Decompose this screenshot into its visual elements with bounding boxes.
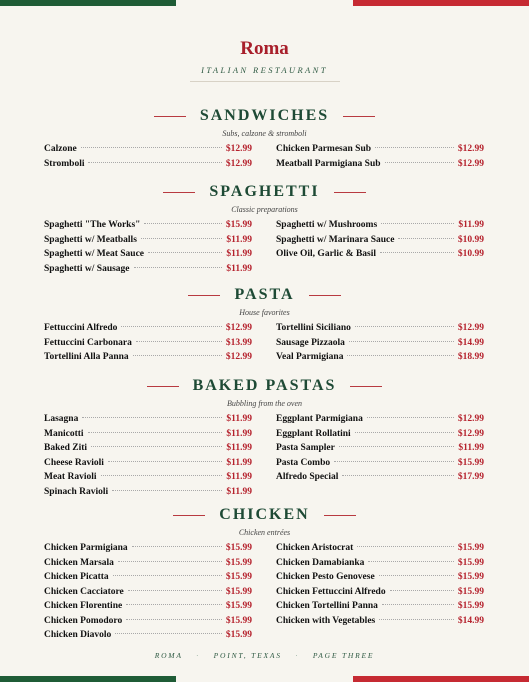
flag-red-band: [353, 676, 529, 682]
menu-item: [276, 614, 484, 629]
footer-separator: ·: [196, 651, 200, 660]
item-name: Fettuccini Alfredo: [44, 323, 118, 333]
leader-dots: [375, 147, 454, 148]
leader-dots: [101, 475, 223, 476]
menu-item: [44, 614, 252, 629]
item-name: Chicken Pesto Genovese: [276, 572, 375, 582]
menu-item: [44, 336, 252, 351]
menu-item: [44, 142, 252, 157]
item-name: Chicken Florentine: [44, 601, 123, 611]
section-rule-left: [147, 386, 179, 387]
leader-dots: [347, 355, 453, 356]
item-name: Tortellini Siciliano: [276, 323, 351, 333]
menu-item: [276, 218, 484, 233]
leader-dots: [134, 267, 223, 268]
menu-item: [44, 599, 252, 614]
left-column: [44, 142, 252, 171]
leader-dots: [128, 590, 222, 591]
section-rule-right: [350, 386, 382, 387]
menu-item: [44, 321, 252, 336]
item-price: $10.99: [457, 249, 484, 259]
flag-white-band: [176, 676, 352, 682]
item-name: Chicken Tortellini Panna: [276, 601, 378, 611]
left-column: [44, 541, 252, 643]
item-name: Spaghetti "The Works": [44, 220, 141, 230]
menu-item: [276, 142, 484, 157]
right-column: [276, 218, 484, 262]
item-price: $11.99: [226, 457, 252, 468]
item-price: $11.99: [226, 428, 252, 439]
menu-item: [276, 157, 484, 172]
leader-dots: [368, 561, 453, 562]
flag-green-band: [0, 0, 176, 6]
item-price: $15.99: [225, 630, 252, 640]
menu-item: [276, 470, 484, 485]
leader-dots: [334, 461, 454, 462]
menu-item: [276, 570, 484, 585]
menu-item: [44, 441, 252, 456]
leader-dots: [115, 633, 222, 634]
item-price: $15.99: [457, 543, 484, 553]
item-name: Baked Ziti: [44, 443, 88, 453]
leader-dots: [113, 575, 222, 576]
footer-separator: ·: [295, 651, 300, 660]
menu-item: [276, 441, 484, 456]
item-name: Meatball Parmigiana Sub: [276, 158, 381, 169]
menu-item: [44, 157, 252, 172]
section-title: SANDWICHES: [199, 107, 330, 124]
menu-item: [44, 556, 252, 571]
item-name: Chicken Damabianka: [276, 557, 365, 568]
item-name: Veal Parmigiana: [276, 352, 344, 362]
leader-dots: [126, 604, 222, 605]
item-price: $12.99: [225, 144, 252, 154]
menu-item: [44, 218, 252, 233]
section-rule-right: [343, 116, 375, 117]
item-name: Tortellini Alla Panna: [44, 352, 129, 362]
leader-dots: [148, 252, 222, 253]
section-spaghetti: [0, 182, 529, 274]
restaurant-title: Roma: [240, 38, 289, 59]
menu-item: [276, 350, 484, 365]
item-name: Spinach Ravioli: [44, 486, 109, 497]
item-price: $18.99: [457, 352, 484, 362]
leader-dots: [355, 326, 454, 327]
item-price: $11.99: [226, 249, 252, 259]
item-name: Spaghetti w/ Sausage: [44, 263, 130, 274]
section-subtitle: Chicken entrées: [238, 528, 291, 537]
item-name: Eggplant Rollatini: [276, 428, 351, 439]
flag-stripe-top: [0, 0, 529, 6]
menu-item: [276, 233, 484, 248]
item-price: $13.99: [225, 337, 252, 348]
section-rule-right: [324, 515, 356, 516]
item-name: Chicken Pomodoro: [44, 615, 123, 626]
section-rule-left: [163, 192, 195, 193]
item-price: $11.99: [226, 234, 252, 245]
section-rule-right: [309, 295, 341, 296]
leader-dots: [81, 147, 222, 148]
menu-item: [276, 541, 484, 556]
item-name: Eggplant Parmigiana: [276, 414, 363, 424]
item-price: $14.99: [457, 615, 484, 626]
menu-item: [44, 541, 252, 556]
section-subtitle: Bubbling from the oven: [226, 399, 303, 408]
item-price: $15.99: [225, 543, 252, 553]
menu-item: [44, 427, 252, 442]
section-rule-left: [173, 515, 205, 516]
leader-dots: [380, 252, 454, 253]
flag-red-band: [353, 0, 529, 6]
section-chicken: [0, 505, 529, 640]
leader-dots: [379, 575, 454, 576]
leader-dots: [355, 432, 454, 433]
leader-dots: [381, 223, 454, 224]
leader-dots: [342, 475, 454, 476]
leader-dots: [136, 341, 222, 342]
menu-item: [44, 412, 252, 427]
section-title: CHICKEN: [219, 506, 310, 523]
footer-page: PAGE THREE: [312, 651, 375, 660]
menu-item: [276, 556, 484, 571]
item-price: $15.99: [457, 601, 484, 611]
section-sandwiches: [0, 106, 529, 169]
item-name: Fettuccini Carbonara: [44, 337, 132, 348]
item-price: $11.99: [226, 443, 252, 453]
flag-white-band: [176, 0, 352, 6]
item-name: Chicken Aristocrat: [276, 543, 354, 553]
right-column: [276, 321, 484, 365]
leader-dots: [367, 417, 454, 418]
right-column: [276, 142, 484, 171]
leader-dots: [132, 546, 222, 547]
leader-dots: [141, 238, 223, 239]
item-price: $12.99: [225, 323, 252, 333]
item-name: Chicken Fettuccini Alfredo: [276, 586, 386, 597]
item-name: Manicotti: [44, 428, 84, 439]
item-name: Calzone: [44, 144, 77, 154]
menu-item: [276, 585, 484, 600]
menu-item: [276, 427, 484, 442]
item-price: $11.99: [226, 414, 252, 424]
item-price: $11.99: [226, 486, 252, 497]
menu-header: [0, 38, 529, 82]
leader-dots: [108, 461, 222, 462]
leader-dots: [91, 446, 222, 447]
item-name: Chicken Parmigiana: [44, 543, 128, 553]
section-subtitle: Subs, calzone & stromboli: [222, 129, 307, 138]
leader-dots: [82, 417, 222, 418]
item-price: $15.99: [225, 586, 252, 597]
item-price: $12.99: [457, 144, 484, 154]
item-name: Olive Oil, Garlic & Basil: [276, 249, 377, 259]
left-column: [44, 218, 252, 276]
item-price: $15.99: [225, 572, 252, 582]
header-divider: [190, 81, 340, 82]
item-name: Lasagna: [44, 414, 79, 424]
menu-footer: [0, 651, 529, 660]
item-price: $15.99: [457, 557, 484, 568]
item-name: Spaghetti w/ Meat Sauce: [44, 249, 145, 259]
leader-dots: [339, 446, 455, 447]
left-column: [44, 412, 252, 499]
menu-item: [44, 350, 252, 365]
menu-item: [44, 628, 252, 643]
section-rule-left: [188, 295, 220, 296]
section-pasta: [0, 285, 529, 362]
item-price: $11.99: [458, 220, 484, 230]
right-column: [276, 412, 484, 485]
leader-dots: [357, 546, 454, 547]
item-name: Alfredo Special: [276, 472, 339, 482]
menu-item: [276, 336, 484, 351]
item-price: $15.99: [457, 457, 484, 468]
item-name: Chicken Diavolo: [44, 630, 112, 640]
leader-dots: [382, 604, 454, 605]
item-price: $15.99: [225, 557, 252, 568]
menu-item: [276, 456, 484, 471]
menu-item: [276, 412, 484, 427]
menu-item: [44, 585, 252, 600]
menu-item: [44, 470, 252, 485]
right-column: [276, 541, 484, 628]
leader-dots: [88, 432, 223, 433]
item-price: $10.99: [457, 234, 484, 245]
item-price: $15.99: [225, 220, 252, 230]
item-price: $15.99: [225, 601, 252, 611]
item-price: $15.99: [457, 586, 484, 597]
item-name: Chicken with Vegetables: [276, 615, 376, 626]
menu-item: [276, 321, 484, 336]
section-subtitle: Classic preparations: [231, 205, 298, 214]
section-rule-left: [154, 116, 186, 117]
footer-location: POINT, TEXAS: [213, 651, 282, 660]
item-price: $14.99: [457, 337, 484, 348]
flag-stripe-bottom: [0, 676, 529, 682]
section-subtitle: House favorites: [239, 308, 290, 317]
menu-item: [44, 485, 252, 500]
item-name: Pasta Sampler: [276, 443, 335, 453]
item-price: $12.99: [457, 158, 484, 169]
item-price: $12.99: [457, 414, 484, 424]
leader-dots: [121, 326, 221, 327]
item-name: Sausage Pizzaola: [276, 337, 345, 348]
item-name: Spaghetti w/ Marinara Sauce: [276, 234, 395, 245]
item-name: Chicken Cacciatore: [44, 586, 124, 597]
leader-dots: [112, 490, 222, 491]
leader-dots: [398, 238, 453, 239]
section-title: BAKED PASTAS: [192, 377, 337, 394]
leader-dots: [126, 619, 222, 620]
item-price: $15.99: [225, 615, 252, 626]
section-baked-pastas: [0, 376, 529, 497]
item-price: $12.99: [225, 158, 252, 169]
item-name: Chicken Picatta: [44, 572, 109, 582]
item-price: $12.99: [457, 323, 484, 333]
leader-dots: [133, 355, 222, 356]
item-name: Spaghetti w/ Meatballs: [44, 234, 137, 245]
item-name: Chicken Parmesan Sub: [276, 144, 372, 154]
item-name: Stromboli: [44, 158, 85, 169]
leader-dots: [379, 619, 454, 620]
footer-restaurant: ROMA: [154, 651, 183, 660]
section-title: PASTA: [234, 286, 295, 303]
left-column: [44, 321, 252, 365]
restaurant-subtitle: ITALIAN RESTAURANT: [201, 65, 328, 75]
menu-item: [44, 247, 252, 262]
item-price: $12.99: [225, 352, 252, 362]
item-price: $12.99: [457, 428, 484, 439]
item-price: $15.99: [457, 572, 484, 582]
menu-item: [276, 247, 484, 262]
menu-item: [44, 456, 252, 471]
item-name: Pasta Combo: [276, 457, 331, 468]
leader-dots: [390, 590, 454, 591]
menu-item: [276, 599, 484, 614]
leader-dots: [118, 561, 222, 562]
item-price: $17.99: [457, 472, 484, 482]
menu-item: [44, 570, 252, 585]
leader-dots: [385, 162, 454, 163]
section-title: SPAGHETTI: [209, 183, 320, 200]
leader-dots: [144, 223, 221, 224]
item-price: $11.99: [226, 472, 252, 482]
section-rule-right: [334, 192, 366, 193]
menu-item: [44, 233, 252, 248]
flag-green-band: [0, 676, 176, 682]
menu-item: [44, 262, 252, 277]
leader-dots: [349, 341, 454, 342]
item-name: Cheese Ravioli: [44, 457, 104, 468]
item-price: $11.99: [458, 443, 484, 453]
item-name: Chicken Marsala: [44, 557, 114, 568]
item-price: $11.99: [226, 263, 252, 274]
leader-dots: [88, 162, 221, 163]
item-name: Spaghetti w/ Mushrooms: [276, 220, 378, 230]
item-name: Meat Ravioli: [44, 472, 97, 482]
